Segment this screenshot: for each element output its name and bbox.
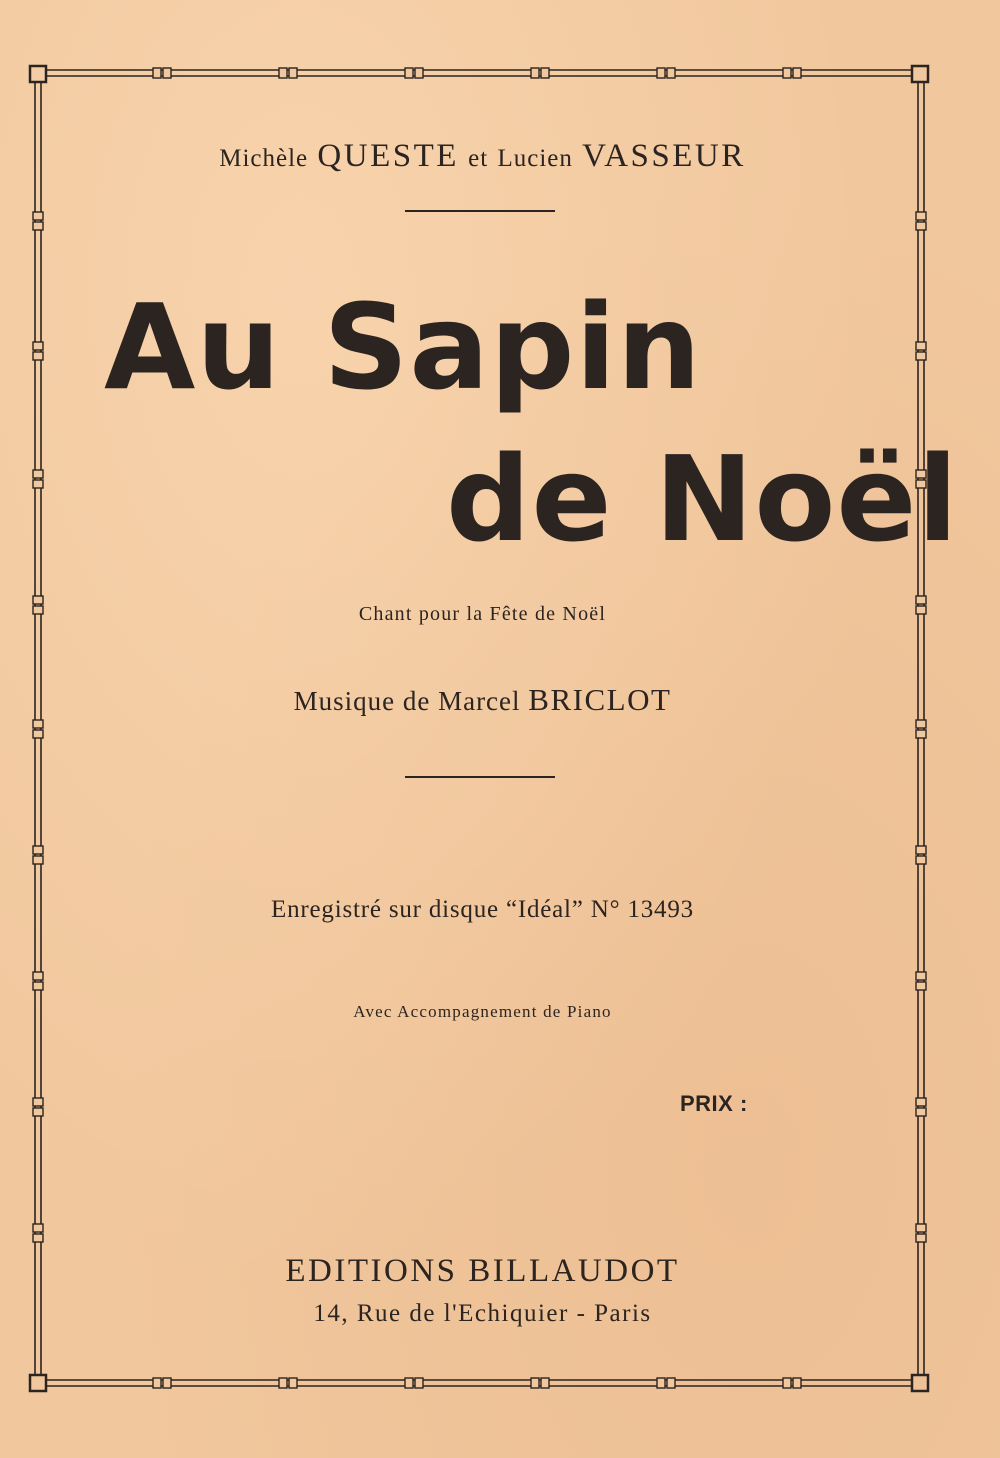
author-1-family: QUESTE xyxy=(317,138,459,174)
divider-top xyxy=(405,210,555,212)
music-credit xyxy=(0,682,965,718)
price-label: PRIX : xyxy=(680,1091,748,1116)
authors-conjunction: et xyxy=(468,145,489,172)
divider-middle xyxy=(405,776,555,778)
publisher-address: 14, Rue de l'Echiquier - Paris xyxy=(313,1300,652,1327)
title-line-1: Au Sapin xyxy=(104,278,702,416)
author-1-given: Michèle xyxy=(219,145,309,172)
accompaniment-note: Avec Accompagnement de Piano xyxy=(353,1002,612,1021)
composer-name: BRICLOT xyxy=(528,682,672,717)
title-line-2: de Noël xyxy=(446,430,959,568)
author-2-family: VASSEUR xyxy=(582,138,746,174)
author-2-given: Lucien xyxy=(497,145,573,172)
subtitle: Chant pour la Fête de Noël xyxy=(358,603,607,625)
authors-line xyxy=(0,138,965,175)
recording-info: Enregistré sur disque “Idéal” N° 13493 xyxy=(271,896,694,923)
music-credit-prefix: Musique de Marcel xyxy=(293,686,521,716)
publisher-name: EDITIONS BILLAUDOT xyxy=(285,1253,680,1289)
